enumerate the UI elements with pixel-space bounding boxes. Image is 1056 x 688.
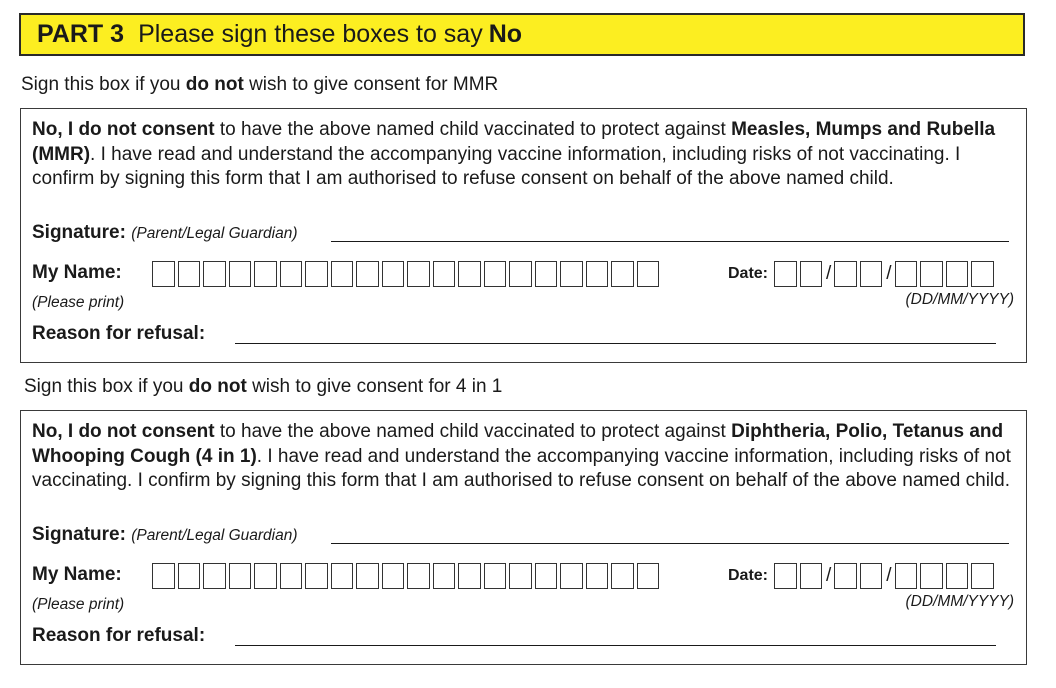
intro-text: Sign this box if you [24, 376, 189, 397]
date-label: Date: [728, 265, 769, 282]
name-char-box[interactable] [433, 563, 456, 589]
signature-row [32, 222, 298, 244]
vaccine-name: Diphtheria, Polio, Tetanus and Whooping Cough (4 in 1) [32, 421, 1004, 467]
date-format-hint: (DD/MM/YYYY) [905, 593, 1014, 610]
date-day-box[interactable] [774, 261, 797, 287]
signature-hint: (Parent/Legal Guardian) [131, 225, 298, 242]
name-char-box[interactable] [637, 261, 660, 287]
name-char-box[interactable] [382, 261, 405, 287]
reason-row [32, 323, 205, 345]
header-title: Please sign these boxes to say [138, 20, 483, 48]
date-slash: / [826, 263, 832, 284]
date-month-box[interactable] [860, 563, 883, 589]
reason-label: Reason for refusal: [32, 323, 206, 344]
name-char-box[interactable] [586, 563, 609, 589]
date-year-box[interactable] [920, 261, 943, 287]
name-char-box[interactable] [535, 261, 558, 287]
name-char-box[interactable] [407, 563, 430, 589]
name-char-boxes[interactable] [152, 261, 659, 287]
four-in-one-consent-statement [32, 420, 1012, 494]
part-label: PART 3 [37, 20, 125, 48]
date-label: Date: [728, 567, 769, 584]
name-char-box[interactable] [152, 261, 175, 287]
signature-label: Signature: [32, 524, 126, 545]
name-char-box[interactable] [280, 563, 303, 589]
name-char-box[interactable] [178, 261, 201, 287]
name-char-box[interactable] [203, 261, 226, 287]
date-day-box[interactable] [800, 563, 823, 589]
mmr-consent-statement [32, 118, 1012, 192]
name-char-box[interactable] [509, 563, 532, 589]
date-year-box[interactable] [946, 261, 969, 287]
statement-rest: . I have read and understand the accompanying vaccine information, including risks of not vaccinating. I confirm by signing this form that I am authorised to refuse consent on behalf of the above named child. [32, 445, 1011, 491]
signature-line[interactable] [331, 241, 1009, 242]
name-char-box[interactable] [433, 261, 456, 287]
mmr-intro [21, 74, 498, 96]
intro-text: Sign this box if you [21, 74, 186, 95]
signature-hint: (Parent/Legal Guardian) [131, 527, 298, 544]
name-char-boxes[interactable] [152, 563, 659, 589]
statement-text: to have the above named child vaccinated to protect against [214, 421, 732, 442]
signature-row [32, 524, 298, 546]
header-emphasis: No [488, 20, 523, 48]
date-year-box[interactable] [971, 261, 994, 287]
name-char-box[interactable] [331, 563, 354, 589]
date-month-box[interactable] [860, 261, 883, 287]
name-char-box[interactable] [535, 563, 558, 589]
name-hint: (Please print) [32, 294, 125, 311]
reason-line[interactable] [235, 343, 996, 344]
four-in-one-intro [24, 376, 502, 398]
date-year-box[interactable] [920, 563, 943, 589]
name-label: My Name: [32, 262, 122, 283]
name-char-box[interactable] [611, 261, 634, 287]
reason-line[interactable] [235, 645, 996, 646]
statement-rest: . I have read and understand the accompanying vaccine information, including risks of not vaccinating. I confirm by signing this form that I am authorised to refuse consent on behalf of the above named child. [32, 143, 961, 189]
name-label: My Name: [32, 564, 122, 585]
name-char-box[interactable] [484, 261, 507, 287]
date-field [728, 563, 997, 589]
name-label-row [32, 262, 122, 284]
name-char-box[interactable] [254, 563, 277, 589]
part-3-header [19, 13, 1025, 56]
date-month-box[interactable] [834, 261, 857, 287]
name-char-box[interactable] [458, 563, 481, 589]
name-char-box[interactable] [484, 563, 507, 589]
name-char-box[interactable] [305, 261, 328, 287]
name-char-box[interactable] [305, 563, 328, 589]
date-format-hint: (DD/MM/YYYY) [905, 291, 1014, 308]
reason-row [32, 625, 205, 647]
name-char-box[interactable] [458, 261, 481, 287]
intro-text-end: wish to give consent for 4 in 1 [246, 376, 503, 397]
date-slash: / [826, 565, 832, 586]
statement-text: to have the above named child vaccinated to protect against [214, 119, 732, 140]
name-char-box[interactable] [331, 261, 354, 287]
name-char-box[interactable] [356, 563, 379, 589]
date-year-box[interactable] [895, 261, 918, 287]
statement-bold: No, I do not consent [32, 421, 215, 442]
name-char-box[interactable] [229, 563, 252, 589]
reason-label: Reason for refusal: [32, 625, 206, 646]
name-char-box[interactable] [280, 261, 303, 287]
date-day-box[interactable] [774, 563, 797, 589]
date-field [728, 261, 997, 287]
name-char-box[interactable] [407, 261, 430, 287]
statement-bold: No, I do not consent [32, 119, 215, 140]
name-char-box[interactable] [586, 261, 609, 287]
mmr-refusal-box [20, 108, 1027, 363]
name-char-box[interactable] [637, 563, 660, 589]
name-char-box[interactable] [152, 563, 175, 589]
signature-line[interactable] [331, 543, 1009, 544]
date-year-box[interactable] [946, 563, 969, 589]
name-char-box[interactable] [178, 563, 201, 589]
name-char-box[interactable] [229, 261, 252, 287]
name-char-box[interactable] [560, 261, 583, 287]
date-day-box[interactable] [800, 261, 823, 287]
intro-bold: do not [188, 376, 247, 397]
date-year-box[interactable] [895, 563, 918, 589]
date-slash: / [886, 565, 892, 586]
date-slash: / [886, 263, 892, 284]
name-label-row [32, 564, 122, 586]
name-char-box[interactable] [509, 261, 532, 287]
intro-bold: do not [185, 74, 244, 95]
name-hint-row [32, 291, 124, 313]
intro-text-end: wish to give consent for MMR [243, 74, 499, 95]
date-year-box[interactable] [971, 563, 994, 589]
name-char-box[interactable] [382, 563, 405, 589]
signature-label: Signature: [32, 222, 126, 243]
name-char-box[interactable] [203, 563, 226, 589]
name-hint: (Please print) [32, 596, 125, 613]
name-char-box[interactable] [356, 261, 379, 287]
vaccine-name: Measles, Mumps and Rubella (MMR) [32, 119, 996, 165]
name-char-box[interactable] [254, 261, 277, 287]
name-hint-row [32, 593, 124, 615]
date-month-box[interactable] [834, 563, 857, 589]
name-char-box[interactable] [611, 563, 634, 589]
four-in-one-refusal-box [20, 410, 1027, 665]
name-char-box[interactable] [560, 563, 583, 589]
